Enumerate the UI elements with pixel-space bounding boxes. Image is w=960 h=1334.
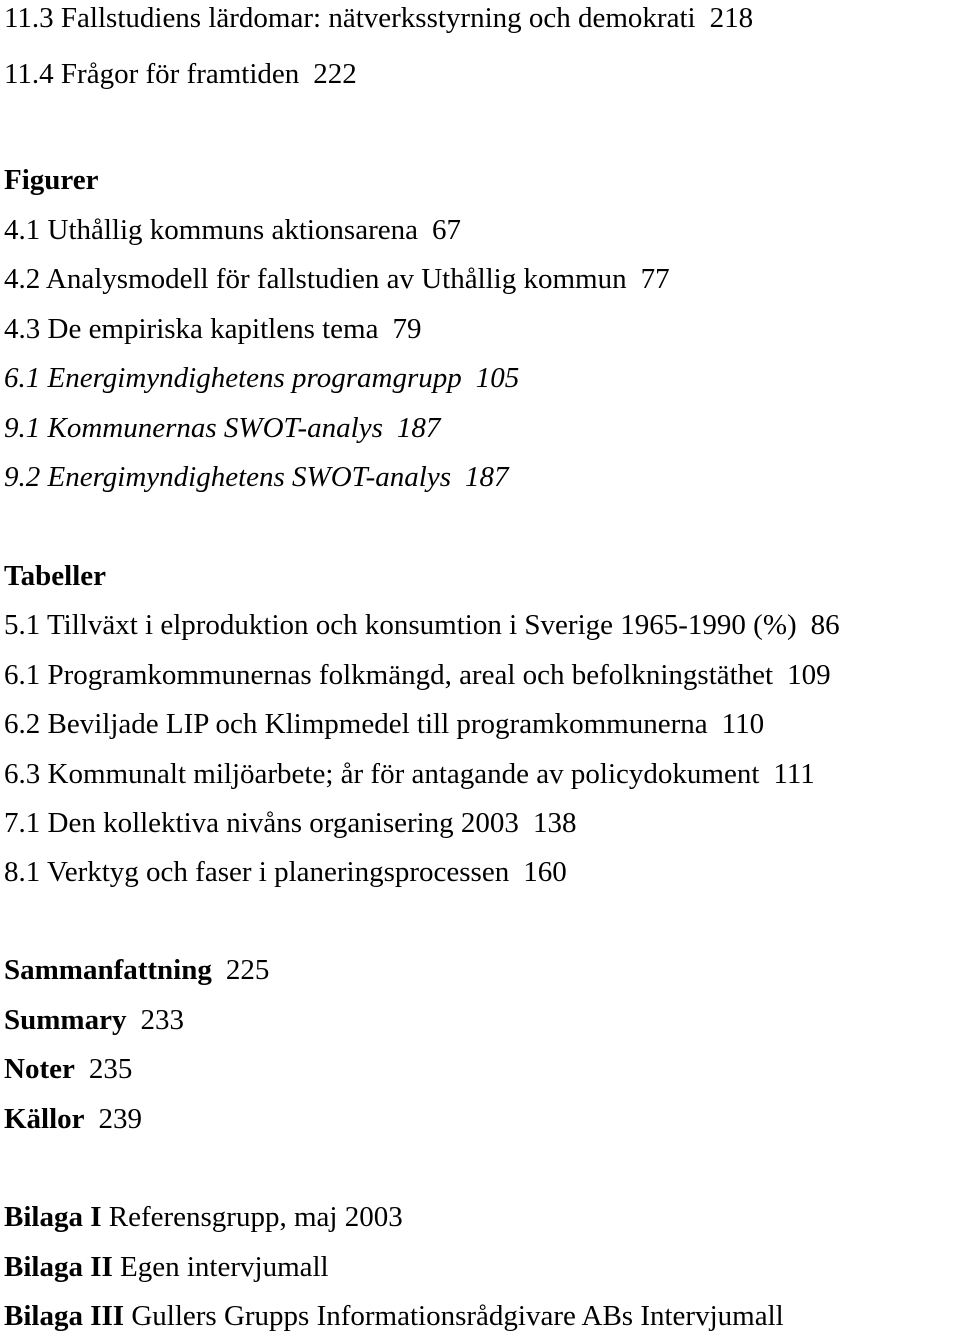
appendix-entry	[4, 1298, 784, 1334]
table-entry	[4, 756, 815, 792]
figure-entry	[4, 212, 461, 248]
figures-heading: Figurer	[4, 164, 99, 196]
table-entry-title: 5.1 Tillväxt i elproduktion och konsumtion i Sverige 1965-1990 (%)	[4, 609, 797, 641]
figure-entry	[4, 459, 509, 495]
back-matter-page: 225	[225, 954, 270, 986]
toc-entry-page: 218	[709, 2, 754, 34]
table-entry-page: 138	[532, 807, 577, 839]
figure-entry-page: 67	[432, 214, 461, 246]
table-entry-page: 110	[721, 708, 765, 740]
table-entry	[4, 607, 840, 643]
table-entry	[4, 706, 764, 742]
table-entry-title: 7.1 Den kollektiva nivåns organisering 2003	[4, 807, 519, 839]
toc-entry-page: 222	[313, 58, 357, 90]
table-entry-page: 109	[787, 659, 831, 691]
table-entry	[4, 854, 567, 890]
figure-entry-page: 77	[640, 263, 670, 295]
figure-entry-page: 187	[396, 412, 441, 444]
appendix-entry	[4, 1199, 403, 1235]
appendix-title: Gullers Grupps Informationsrådgivare ABs Intervjumall	[131, 1300, 784, 1332]
table-entry	[4, 657, 831, 693]
back-matter-title: Summary	[4, 1004, 127, 1036]
table-entry	[4, 805, 576, 841]
back-matter-title: Sammanfattning	[4, 954, 212, 986]
figure-entry-title: 4.1 Uthållig kommuns aktionsarena	[4, 214, 418, 246]
back-matter-page: 239	[98, 1103, 143, 1135]
appendix-label: Bilaga I	[4, 1201, 102, 1233]
table-entry-title: 8.1 Verktyg och faser i planeringsprocessen	[4, 856, 510, 888]
table-entry-page: 86	[810, 609, 840, 641]
figure-entry-title: 9.1 Kommunernas SWOT-analys	[4, 412, 383, 444]
toc-entry	[4, 56, 357, 92]
appendix-label: Bilaga II	[4, 1251, 113, 1283]
back-matter-entry	[4, 1101, 142, 1137]
figure-entry	[4, 311, 421, 347]
back-matter-page: 233	[140, 1004, 184, 1036]
table-entry-title: 6.3 Kommunalt miljöarbete; år för antagande av policydokument	[4, 758, 760, 790]
table-entry-title: 6.1 Programkommunernas folkmängd, areal och befolkningstäthet	[4, 659, 774, 691]
figure-entry	[4, 410, 440, 446]
figure-entry-title: 4.3 De empiriska kapitlens tema	[4, 313, 379, 345]
figure-entry-page: 105	[475, 362, 520, 394]
figure-entry	[4, 360, 519, 396]
figure-entry-page: 79	[392, 313, 422, 345]
tables-heading: Tabeller	[4, 560, 107, 592]
table-entry-page: 111	[773, 758, 815, 790]
back-matter-entry	[4, 1002, 184, 1038]
figure-entry-page: 187	[465, 461, 509, 493]
figure-entry	[4, 261, 670, 297]
table-entry-page: 160	[523, 856, 567, 888]
back-matter-title: Källor	[4, 1103, 85, 1135]
figure-entry-title: 4.2 Analysmodell för fallstudien av Uthållig kommun	[4, 263, 627, 295]
toc-entry-title: 11.3 Fallstudiens lärdomar: nätverksstyrning och demokrati	[4, 2, 696, 34]
appendix-title: Egen intervjumall	[120, 1251, 329, 1283]
appendix-label: Bilaga III	[4, 1300, 125, 1332]
toc-entry	[4, 0, 753, 36]
appendix-title: Referensgrupp, maj 2003	[108, 1201, 403, 1233]
figure-entry-title: 6.1 Energimyndighetens programgrupp	[4, 362, 462, 394]
back-matter-entry	[4, 952, 269, 988]
appendix-entry	[4, 1249, 329, 1285]
back-matter-entry	[4, 1051, 132, 1087]
toc-entry-title: 11.4 Frågor för framtiden	[4, 58, 300, 90]
table-entry-title: 6.2 Beviljade LIP och Klimpmedel till programkommunerna	[4, 708, 708, 740]
figure-entry-title: 9.2 Energimyndighetens SWOT-analys	[4, 461, 452, 493]
back-matter-page: 235	[88, 1053, 133, 1085]
back-matter-title: Noter	[4, 1053, 75, 1085]
